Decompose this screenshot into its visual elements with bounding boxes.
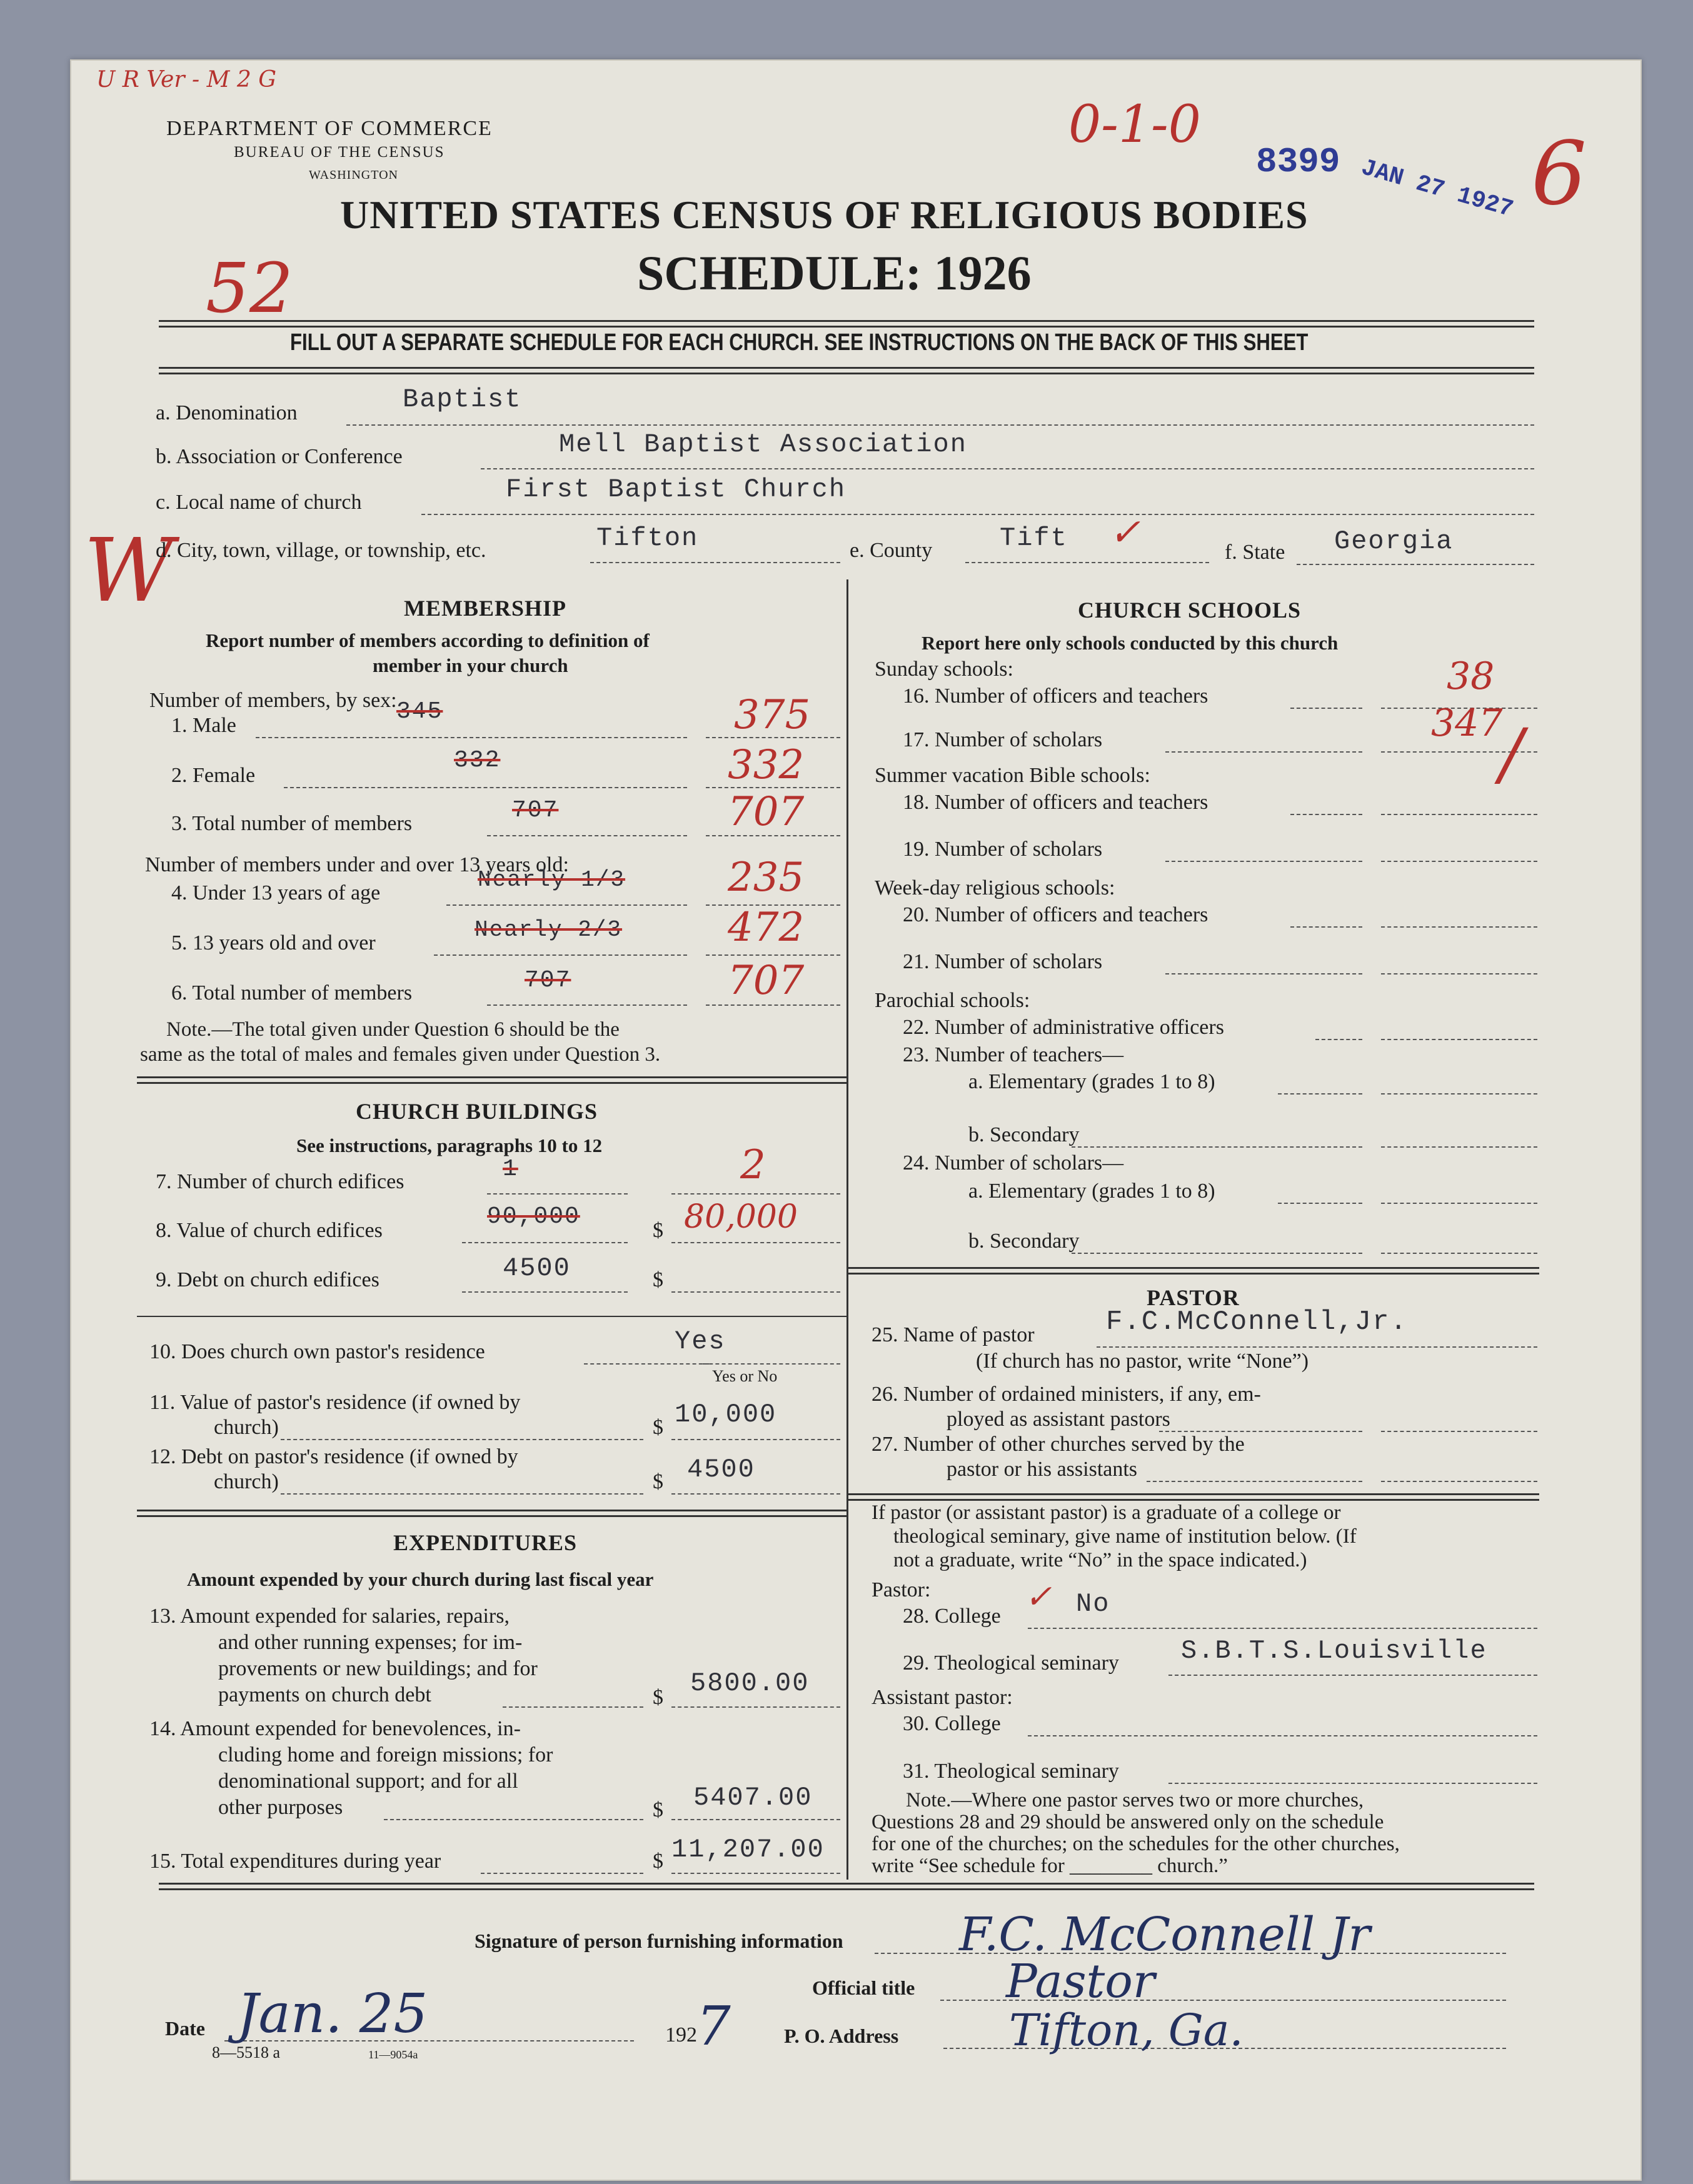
- instruction-banner: FILL OUT A SEPARATE SCHEDULE FOR EACH CHURCH. SEE INSTRUCTIONS ON THE BACK OF THIS SHEET: [290, 329, 1309, 356]
- q8-typed: 90,000: [487, 1203, 580, 1230]
- q25-hint: (If church has no pastor, write “None”): [976, 1350, 1309, 1373]
- summer-schools-label: Summer vacation Bible schools:: [875, 764, 1150, 787]
- q16-sunday-teachers-field[interactable]: 38: [1447, 654, 1495, 698]
- number-mark: 52: [206, 248, 293, 328]
- q13-label-3: provements or new buildings; and for: [218, 1657, 538, 1680]
- expenditures-intro: Amount expended by your church during last fiscal year: [187, 1568, 654, 1590]
- q14-amount-field[interactable]: 5407.00: [693, 1783, 813, 1813]
- q15-dollar: $: [653, 1850, 663, 1873]
- q24-label: 24. Number of scholars—: [903, 1151, 1124, 1175]
- city-label: d. City, town, village, or township, etc.: [156, 539, 486, 562]
- pastor-note-3: for one of the churches; on the schedules for the other churches,: [872, 1833, 1400, 1855]
- q9-dollar: $: [653, 1268, 663, 1291]
- w-mark: W: [84, 520, 174, 622]
- q12-label-2: church): [214, 1470, 279, 1493]
- membership-note-1: Note.—The total given under Question 6 should be the: [166, 1018, 620, 1041]
- q26-label-2: ployed as assistant pastors: [947, 1408, 1170, 1431]
- q12-debt-field[interactable]: 4500: [687, 1455, 755, 1485]
- q1-label: 1. Male: [171, 714, 236, 737]
- state-field[interactable]: Georgia: [1334, 526, 1454, 556]
- q13-label-1: 13. Amount expended for salaries, repairs,: [149, 1605, 510, 1628]
- date-field[interactable]: Jan. 25: [237, 1983, 428, 2045]
- form-number: 8—5518 a: [212, 2043, 281, 2061]
- q15-label: 15. Total expenditures during year: [149, 1850, 441, 1873]
- q21-label: 21. Number of scholars: [903, 950, 1103, 973]
- archive-note: U R Ver - M 2 G: [96, 67, 276, 93]
- county-check-mark: ✓: [1109, 511, 1141, 554]
- q6-total-field[interactable]: 707: [728, 958, 805, 1004]
- city-field[interactable]: Tifton: [596, 523, 699, 553]
- denomination-field[interactable]: Baptist: [403, 384, 522, 414]
- assistant-pastor-subheading: Assistant pastor:: [872, 1686, 1013, 1709]
- q13-dollar: $: [653, 1686, 663, 1709]
- q17-label: 17. Number of scholars: [903, 728, 1103, 751]
- q12-label-1: 12. Debt on pastor's residence (if owned by: [149, 1445, 518, 1468]
- pastor-subheading: Pastor:: [872, 1578, 931, 1601]
- q9-label: 9. Debt on church edifices: [156, 1268, 379, 1291]
- q14-label-2: cluding home and foreign missions; for: [218, 1743, 553, 1766]
- q28-label: 28. College: [903, 1605, 1001, 1628]
- parochial-schools-label: Parochial schools:: [875, 989, 1030, 1012]
- q2-label: 2. Female: [171, 764, 256, 787]
- q12-dollar: $: [653, 1470, 663, 1493]
- receipt-stamp-date: JAN 27 1927: [1358, 154, 1517, 224]
- q11-label-2: church): [214, 1416, 279, 1439]
- q13-amount-field[interactable]: 5800.00: [690, 1668, 810, 1698]
- q23-label: 23. Number of teachers—: [903, 1043, 1124, 1066]
- county-label: e. County: [850, 539, 933, 562]
- weekday-schools-label: Week-day religious schools:: [875, 876, 1115, 899]
- q5-typed: Nearly 2/3: [475, 917, 623, 943]
- print-number: 11—9054a: [368, 2048, 418, 2061]
- official-title-field[interactable]: Pastor: [1006, 1955, 1155, 2008]
- q17-sunday-scholars-field[interactable]: 347: [1431, 701, 1503, 745]
- pastor-note-2: Questions 28 and 29 should be answered only on the schedule: [872, 1811, 1384, 1833]
- buildings-heading: CHURCH BUILDINGS: [356, 1099, 598, 1124]
- q2-female-field[interactable]: 332: [728, 742, 805, 788]
- form-schedule-year: SCHEDULE: 1926: [637, 246, 1032, 300]
- q7-edifices-field[interactable]: 2: [740, 1142, 766, 1188]
- signature-label: Signature of person furnishing information: [475, 1930, 843, 1952]
- q9-debt-field[interactable]: 4500: [503, 1253, 571, 1283]
- county-field[interactable]: Tift: [1000, 523, 1068, 553]
- schools-heading: CHURCH SCHOOLS: [1078, 598, 1302, 623]
- q4-typed: Nearly 1/3: [478, 867, 626, 893]
- q23b-label: b. Secondary: [968, 1123, 1080, 1146]
- association-label: b. Association or Conference: [156, 445, 403, 468]
- q11-label-1: 11. Value of pastor's residence (if owned by: [149, 1391, 521, 1414]
- graduate-instructions-1: If pastor (or assistant pastor) is a graduate of a college or: [872, 1501, 1341, 1524]
- q2-typed: 332: [454, 747, 501, 774]
- q29-label: 29. Theological seminary: [903, 1651, 1119, 1675]
- pastor-note-1: Note.—Where one pastor serves two or more churches,: [906, 1789, 1364, 1811]
- graduate-instructions-2: theological seminary, give name of institution below. (If: [893, 1525, 1357, 1548]
- po-address-label: P. O. Address: [784, 2025, 899, 2047]
- membership-note-2: same as the total of males and females given under Question 3.: [140, 1043, 661, 1066]
- official-title-label: Official title: [812, 1976, 915, 1999]
- signature-field[interactable]: F.C. McConnell Jr: [959, 1908, 1370, 1961]
- state-label: f. State: [1225, 541, 1285, 564]
- q29-seminary-field[interactable]: S.B.T.S.Louisville: [1181, 1636, 1487, 1666]
- q5-over13-field[interactable]: 472: [728, 904, 805, 951]
- q26-label-1: 26. Number of ordained ministers, if any, em-: [872, 1383, 1261, 1406]
- q28-check-mark: ✓: [1025, 1578, 1052, 1616]
- census-schedule-sheet: [70, 59, 1642, 2181]
- schools-intro: Report here only schools conducted by this church: [922, 632, 1339, 654]
- fraction-mark: 0-1-0: [1068, 95, 1201, 154]
- form-title: UNITED STATES CENSUS OF RELIGIOUS BODIES: [340, 193, 1309, 237]
- q1-typed: 345: [396, 698, 443, 725]
- bureau-name: BUREAU OF THE CENSUS: [234, 144, 445, 161]
- graduate-instructions-3: not a graduate, write “No” in the space indicated.): [893, 1549, 1307, 1571]
- q31-label: 31. Theological seminary: [903, 1760, 1119, 1783]
- church-name-field[interactable]: First Baptist Church: [506, 474, 846, 504]
- q3-typed: 707: [512, 797, 559, 824]
- year-field[interactable]: 7: [696, 1995, 731, 2058]
- pastor-note-4: write “See schedule for ________ church.”: [872, 1855, 1228, 1877]
- members-by-sex-label: Number of members, by sex:: [149, 689, 397, 712]
- q8-label: 8. Value of church edifices: [156, 1219, 383, 1242]
- q10-residence-field[interactable]: Yes: [675, 1326, 726, 1356]
- q25-pastor-name-field[interactable]: F.C.McConnell,Jr.: [1106, 1306, 1408, 1338]
- q24b-label: b. Secondary: [968, 1230, 1080, 1253]
- q7-typed: 1: [503, 1156, 518, 1183]
- bureau-city: WASHINGTON: [309, 168, 398, 182]
- q20-label: 20. Number of officers and teachers: [903, 903, 1208, 926]
- q4-under13-field[interactable]: 235: [728, 854, 805, 901]
- q8-value-field[interactable]: 80,000: [684, 1198, 798, 1236]
- q15-total-field[interactable]: 11,207.00: [671, 1835, 825, 1865]
- q13-label-4: payments on church debt: [218, 1683, 431, 1706]
- q6-label: 6. Total number of members: [171, 981, 413, 1004]
- q8-dollar: $: [653, 1219, 663, 1242]
- q22-label: 22. Number of administrative officers: [903, 1016, 1224, 1039]
- q13-label-2: and other running expenses; for im-: [218, 1631, 523, 1654]
- members-by-age-label: Number of members under and over 13 years old:: [145, 853, 569, 876]
- q11-value-field[interactable]: 10,000: [675, 1400, 777, 1430]
- department-name: DEPARTMENT OF COMMERCE: [166, 117, 493, 140]
- q28-college-field[interactable]: No: [1076, 1589, 1110, 1619]
- q4-label: 4. Under 13 years of age: [171, 881, 381, 904]
- association-field[interactable]: Mell Baptist Association: [559, 429, 967, 459]
- check-mark-six: 6: [1531, 123, 1587, 225]
- po-address-field[interactable]: Tifton, Ga.: [1009, 2005, 1243, 2056]
- membership-intro-2: member in your church: [373, 654, 568, 676]
- q3-total-field[interactable]: 707: [728, 789, 805, 835]
- q17-stroke-mark: /: [1500, 714, 1524, 794]
- q6-typed: 707: [525, 967, 571, 994]
- q14-label-1: 14. Amount expended for benevolences, in-: [149, 1717, 521, 1740]
- q19-label: 19. Number of scholars: [903, 838, 1103, 861]
- q23a-label: a. Elementary (grades 1 to 8): [968, 1070, 1215, 1093]
- buildings-intro: See instructions, paragraphs 10 to 12: [296, 1135, 603, 1156]
- membership-heading: MEMBERSHIP: [404, 596, 567, 621]
- membership-intro-1: Report number of members according to definition of: [206, 629, 650, 651]
- q3-label: 3. Total number of members: [171, 812, 413, 835]
- q27-label-1: 27. Number of other churches served by the: [872, 1433, 1245, 1456]
- q10-label: 10. Does church own pastor's residence: [149, 1340, 485, 1363]
- q11-dollar: $: [653, 1416, 663, 1439]
- q30-label: 30. College: [903, 1712, 1001, 1735]
- q7-label: 7. Number of church edifices: [156, 1170, 404, 1193]
- q14-label-3: denominational support; and for all: [218, 1770, 518, 1793]
- pastor-heading: PASTOR: [1147, 1285, 1240, 1310]
- date-label: Date: [165, 2017, 205, 2040]
- q14-label-4: other purposes: [218, 1796, 343, 1819]
- q16-label: 16. Number of officers and teachers: [903, 684, 1208, 708]
- receipt-stamp-number: 8399: [1256, 142, 1340, 182]
- q5-label: 5. 13 years old and over: [171, 931, 376, 954]
- q1-male-field[interactable]: 375: [734, 692, 811, 738]
- denomination-label: a. Denomination: [156, 401, 298, 424]
- q18-label: 18. Number of officers and teachers: [903, 791, 1208, 814]
- q24a-label: a. Elementary (grades 1 to 8): [968, 1180, 1215, 1203]
- year-prefix: 192: [665, 2023, 697, 2046]
- q10-hint: Yes or No: [712, 1367, 778, 1385]
- expenditures-heading: EXPENDITURES: [393, 1530, 578, 1555]
- sunday-schools-label: Sunday schools:: [875, 658, 1013, 681]
- q27-label-2: pastor or his assistants: [947, 1458, 1138, 1481]
- q25-label: 25. Name of pastor: [872, 1323, 1035, 1346]
- church-name-label: c. Local name of church: [156, 491, 362, 514]
- q14-dollar: $: [653, 1798, 663, 1821]
